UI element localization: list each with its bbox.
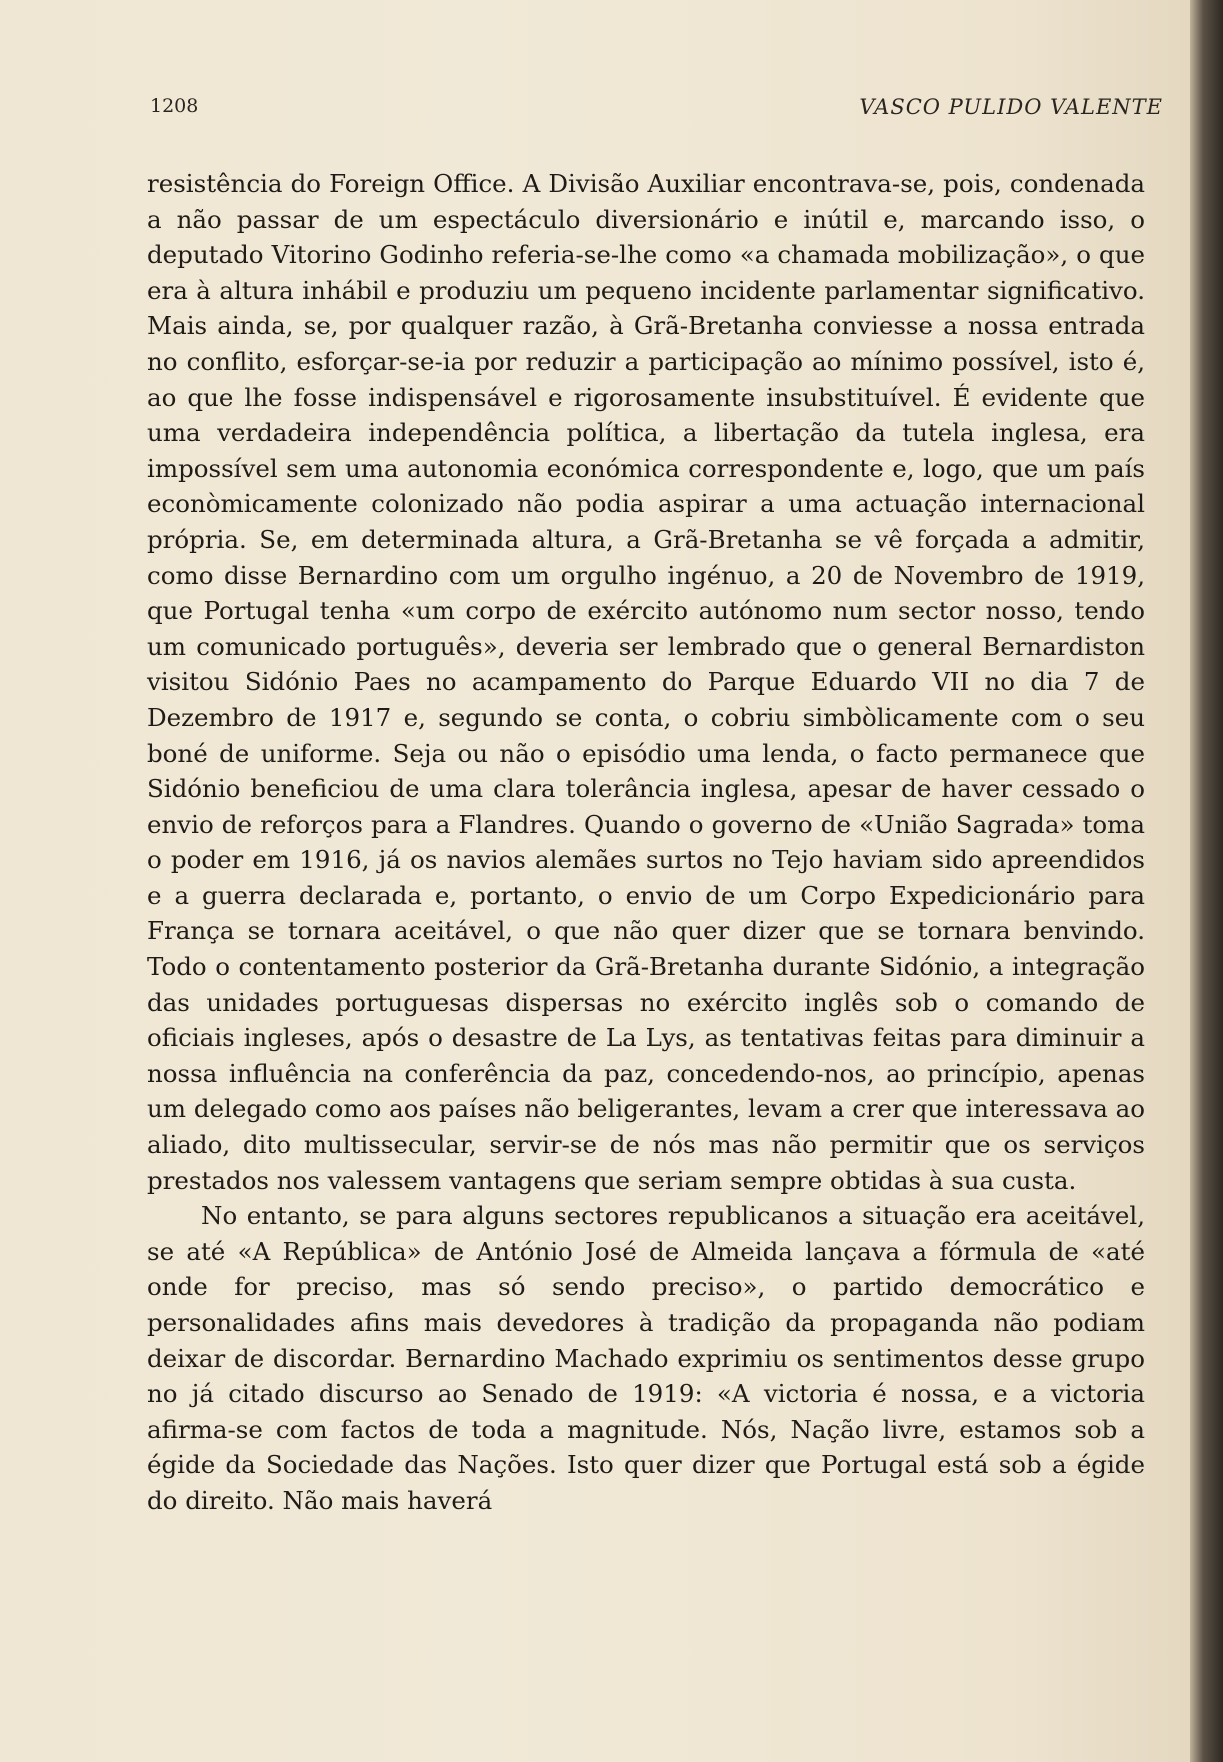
paragraph-2: No entanto, se para alguns sectores republicanos a situação era aceitável, se até «A República» de António José de Almeida lançava a fórmula de «até onde for preciso, mas só sendo preciso», o partido democrático e personalidades afins mais devedores à tradição da propaganda não podiam deixar de discordar. Bernardino Machado exprimiu os sentimentos desse grupo no já citado discurso ao Senado de 1919: «A victoria é nossa, e a victoria afirma-se com factos de toda a magnitude. Nós, Nação livre, estamos sob a égide da Sociedade das Nações. Isto quer dizer que Portugal está sob a égide do direito. Não mais haverá: [147, 1201, 1145, 1515]
body-text: [147, 166, 1145, 1519]
paragraph-1: resistência do Foreign Office. A Divisão Auxiliar encontrava-se, pois, condenada a não passar de um espectáculo diversionário e inútil e, marcando isso, o deputado Vitorino Godinho referia-se-lhe como «a chamada mobilização», o que era à altura inhábil e produziu um pequeno incidente parlamentar significativo. Mais ainda, se, por qualquer razão, à Grã-Bretanha conviesse a nossa entrada no conflito, esforçar-se-ia por reduzir a participação ao mínimo possível, isto é, ao que lhe fosse indispensável e rigorosamente insubstituível. É evidente que uma verdadeira independência política, a libertação da tutela inglesa, era impossível sem uma autonomia económica correspondente e, logo, que um país econòmicamente colonizado não podia aspirar a uma actuação internacional própria. Se, em determinada altura, a Grã-Bretanha se vê forçada a admitir, como disse Bernardino com um orgulho ingénuo, a 20 de Novembro de 1919, que Portugal tenha «um corpo de exército autónomo num sector nosso, tendo um comunicado português», deveria ser lembrado que o general Bernardiston visitou Sidónio Paes no acampamento do Parque Eduardo VII no dia 7 de Dezembro de 1917 e, segundo se conta, o cobriu simbòlicamente com o seu boné de uniforme. Seja ou não o episódio uma lenda, o facto permanece que Sidónio beneficiou de uma clara tolerância inglesa, apesar de haver cessado o envio de reforços para a Flandres. Quando o governo de «União Sagrada» toma o poder em 1916, já os navios alemães surtos no Tejo haviam sido apreendidos e a guerra declarada e, portanto, o envio de um Corpo Expedicionário para França se tornara aceitável, o que não quer dizer que se tornara benvindo. Todo o contentamento posterior da Grã-Bretanha durante Sidónio, a integração das unidades portuguesas dispersas no exército inglês sob o comando de oficiais ingleses, após o desastre de La Lys, as tentativas feitas para diminuir a nossa influência na conferência da paz, concedendo-nos, ao princípio, apenas um delegado como aos países não beligerantes, levam a crer que interessava ao aliado, dito multissecular, servir-se de nós mas não permitir que os serviços prestados nos valessem vantagens que seriam sempre obtidas à sua custa.: [147, 169, 1145, 1195]
page-number: 1208: [150, 95, 199, 117]
page-header: [150, 95, 1163, 125]
book-spine-shadow: [1190, 0, 1223, 1762]
running-head: VASCO PULIDO VALENTE: [859, 95, 1163, 119]
